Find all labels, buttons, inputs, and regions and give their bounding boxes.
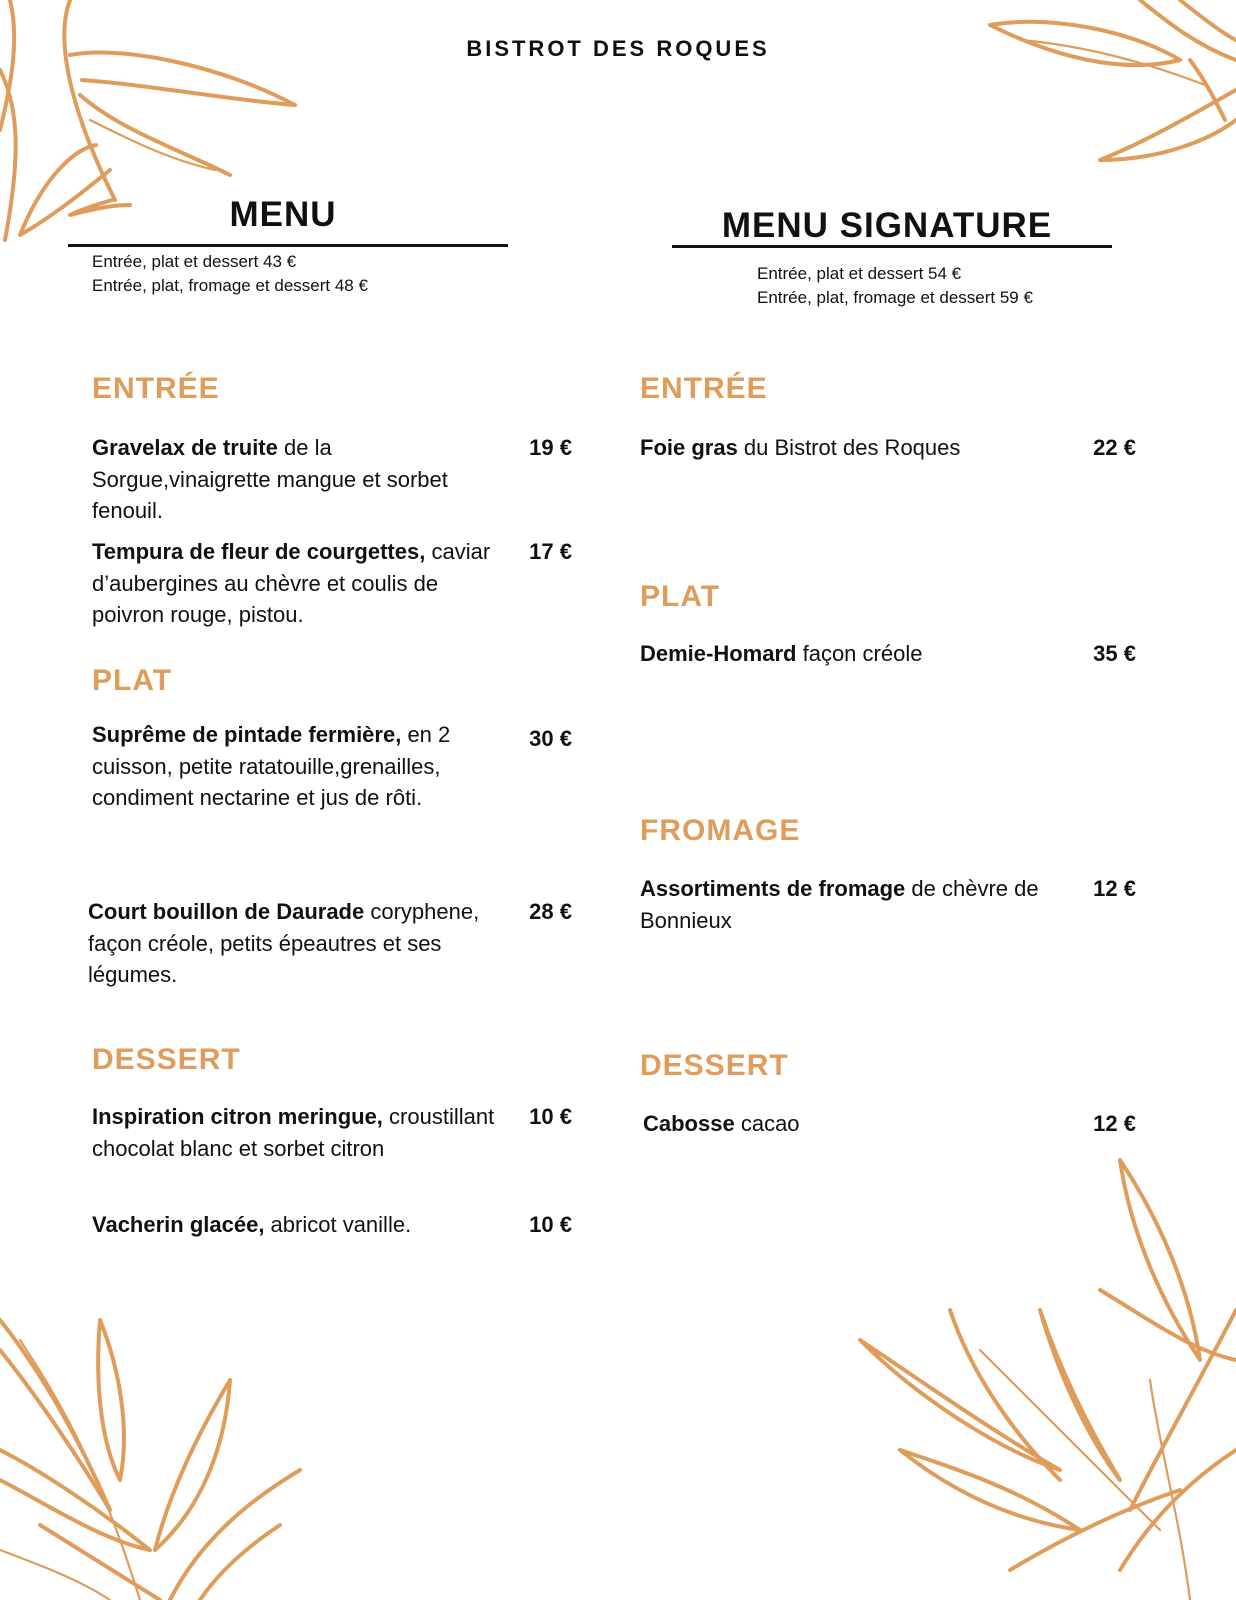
item-name: Suprême de pintade fermière, (92, 722, 402, 747)
item-name: Inspiration citron meringue, (92, 1104, 383, 1129)
item-price: 35 € (1093, 641, 1136, 666)
menu-section-plat: PLAT (92, 664, 173, 697)
item-description: abricot vanille. (264, 1212, 412, 1237)
restaurant-name: BISTROT DES ROQUES (466, 36, 770, 61)
menu-tier: Entrée, plat, fromage et dessert 59 € (757, 288, 1033, 307)
menu-tier: Entrée, plat et dessert 54 € (757, 264, 962, 283)
signature-section-fromage: FROMAGE (640, 814, 801, 847)
signature-section-plat: PLAT (640, 580, 721, 613)
item-description: coryphene, façon créole, petits épeautres et ses légumes. (88, 899, 480, 987)
signature-menu-title: MENU SIGNATURE (721, 206, 1053, 245)
menu-item (640, 432, 1060, 464)
item-description: caviar d’aubergines au chèvre et coulis de poivron rouge, pistou. (92, 539, 491, 627)
menu-section-entree: ENTRÉE (92, 372, 220, 405)
item-name: Demie-Homard (640, 641, 797, 666)
item-description: façon créole (796, 641, 923, 666)
item-name: Cabosse (643, 1111, 735, 1136)
leaf-decoration-bottom-left (0, 1310, 320, 1600)
signature-section-dessert: DESSERT (640, 1049, 789, 1082)
menu-item (88, 896, 498, 991)
item-price: 22 € (1093, 435, 1136, 460)
item-price: 17 € (529, 539, 572, 564)
item-name: Assortiments de fromage (640, 876, 906, 901)
signature-menu-price-tiers (757, 262, 1033, 310)
item-name: Vacherin glacée, (92, 1212, 265, 1237)
item-name: Court bouillon de Daurade (88, 899, 365, 924)
menu-item (92, 432, 507, 527)
menu-title-underline (68, 244, 508, 247)
leaf-decoration-top-right (990, 0, 1236, 170)
item-description: en 2 cuisson, petite ratatouille,grenailles, condiment nectarine et jus de rôti. (92, 722, 451, 810)
item-price: 19 € (529, 435, 572, 460)
item-description: croustillant chocolat blanc et sorbet citron (92, 1104, 495, 1161)
menu-title: MENU (229, 195, 337, 234)
item-description: de la Sorgue,vinaigrette mangue et sorbet fenouil. (92, 435, 448, 523)
menu-tier: Entrée, plat, fromage et dessert 48 € (92, 276, 368, 295)
menu-item (92, 1209, 507, 1241)
item-name: Tempura de fleur de courgettes, (92, 539, 426, 564)
menu-item (92, 536, 507, 631)
item-description: de chèvre de Bonnieux (640, 876, 1039, 933)
item-price: 10 € (529, 1104, 572, 1129)
menu-item (640, 638, 1060, 670)
menu-item (640, 873, 1060, 936)
signature-menu-title-underline (672, 245, 1112, 248)
item-price: 12 € (1093, 876, 1136, 901)
item-price: 12 € (1093, 1111, 1136, 1136)
menu-section-dessert: DESSERT (92, 1043, 241, 1076)
item-name: Gravelax de truite (92, 435, 278, 460)
leaf-decoration-bottom-right (860, 1150, 1236, 1600)
signature-section-entree: ENTRÉE (640, 372, 768, 405)
menu-tier: Entrée, plat et dessert 43 € (92, 252, 297, 271)
item-name: Foie gras (640, 435, 738, 460)
item-price: 30 € (529, 726, 572, 751)
item-description: cacao (734, 1111, 800, 1136)
menu-item (92, 1101, 507, 1164)
item-description: du Bistrot des Roques (737, 435, 961, 460)
menu-item (643, 1108, 1063, 1140)
menu-price-tiers (92, 250, 368, 298)
item-price: 10 € (529, 1212, 572, 1237)
menu-item (92, 719, 507, 814)
item-price: 28 € (529, 899, 572, 924)
